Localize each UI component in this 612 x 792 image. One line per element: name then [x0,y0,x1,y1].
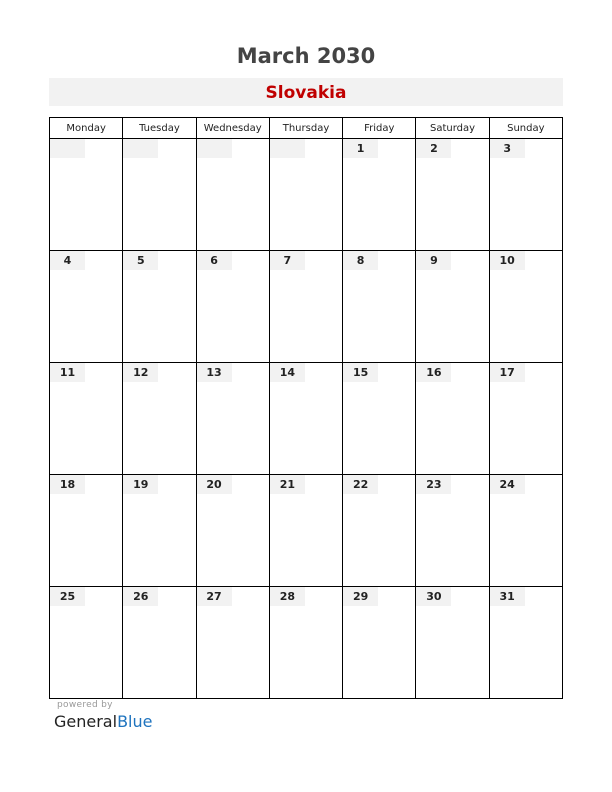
day-cell [416,475,489,587]
day-number: 16 [416,363,451,382]
day-cell [196,587,269,699]
day-cell [123,139,196,251]
weekday-monday: Monday [50,118,123,139]
day-number: 6 [197,251,232,270]
powered-by-text: powered by [57,700,113,710]
day-number: 3 [490,139,525,158]
day-cell [269,587,342,699]
weekday-thursday: Thursday [269,118,342,139]
day-cell [416,251,489,363]
weekday-wednesday: Wednesday [196,118,269,139]
day-number: 18 [50,475,85,494]
day-cell [416,139,489,251]
week-row [50,251,563,363]
day-cell [269,475,342,587]
day-number: 30 [416,587,451,606]
day-cell [123,587,196,699]
day-number: 15 [343,363,378,382]
day-number: 24 [490,475,525,494]
day-cell [50,587,123,699]
day-cell [269,251,342,363]
day-cell [123,251,196,363]
day-number: 27 [197,587,232,606]
day-number [123,139,158,158]
day-cell [343,587,416,699]
week-row [50,139,563,251]
day-number: 20 [197,475,232,494]
country-name: Slovakia [265,83,347,103]
day-cell [123,363,196,475]
day-cell [416,587,489,699]
page-title: March 2030 [236,44,376,68]
day-number: 1 [343,139,378,158]
day-number: 29 [343,587,378,606]
day-cell [489,251,562,363]
day-cell [196,475,269,587]
day-cell [196,251,269,363]
day-number: 14 [270,363,305,382]
day-number: 9 [416,251,451,270]
brand-name-blue: Blue [117,712,153,731]
day-number: 31 [490,587,525,606]
day-number: 22 [343,475,378,494]
day-number: 25 [50,587,85,606]
day-cell [416,363,489,475]
day-cell [343,251,416,363]
day-cell [196,363,269,475]
day-number: 28 [270,587,305,606]
day-cell [489,475,562,587]
day-number: 2 [416,139,451,158]
brand-logo[interactable] [54,712,152,731]
day-cell [123,475,196,587]
day-cell [489,363,562,475]
weekday-header-row [50,118,563,139]
weekday-tuesday: Tuesday [123,118,196,139]
day-cell [343,475,416,587]
day-cell [343,139,416,251]
day-number [270,139,305,158]
country-banner [49,78,563,106]
week-row [50,475,563,587]
day-cell [50,475,123,587]
day-cell [269,139,342,251]
weekday-sunday: Sunday [489,118,562,139]
day-number: 13 [197,363,232,382]
day-number: 21 [270,475,305,494]
day-number: 17 [490,363,525,382]
day-cell [489,587,562,699]
day-number: 23 [416,475,451,494]
day-cell [50,139,123,251]
day-number [197,139,232,158]
week-row [50,587,563,699]
day-cell [50,251,123,363]
day-number: 12 [123,363,158,382]
day-cell [269,363,342,475]
calendar-grid [49,117,563,699]
day-number: 19 [123,475,158,494]
day-number: 10 [490,251,525,270]
day-cell [196,139,269,251]
weekday-friday: Friday [343,118,416,139]
day-number: 8 [343,251,378,270]
day-cell [343,363,416,475]
day-number: 7 [270,251,305,270]
day-cell [50,363,123,475]
day-number: 4 [50,251,85,270]
day-number [50,139,85,158]
week-row [50,363,563,475]
day-number: 26 [123,587,158,606]
brand-name-general: General [54,712,118,731]
day-cell [489,139,562,251]
weekday-saturday: Saturday [416,118,489,139]
day-number: 11 [50,363,85,382]
day-number: 5 [123,251,158,270]
